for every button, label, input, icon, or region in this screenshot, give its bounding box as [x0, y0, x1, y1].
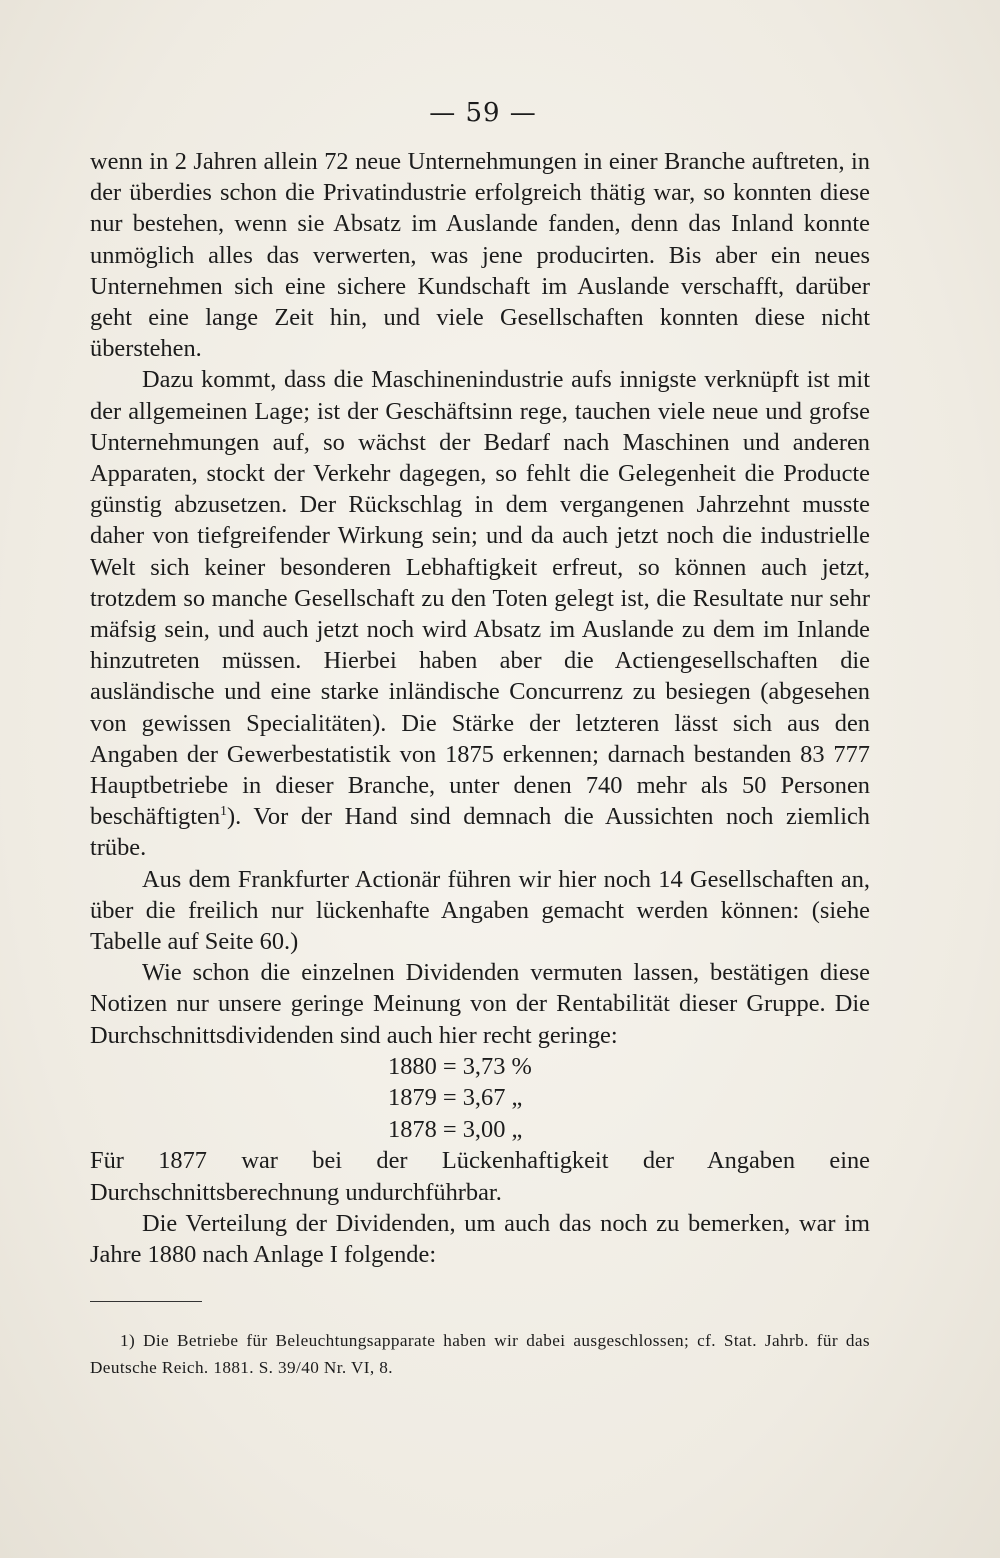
footnote-reference: 1: [220, 804, 228, 820]
paragraph-2: [90, 364, 870, 863]
paragraph-1: wenn in 2 Jahren allein 72 neue Unternehmungen in einer Branche auftreten, in der überdies schon die Privatindustrie erfolgreich thätig war, so konnten diese nur bestehen, wenn sie Absatz im Auslande fanden, denn das Inland konnte unmöglich alles das verwerten, was jene producirten. Bis aber ein neues Unternehmen sich eine sichere Kundschaft im Auslande verschafft, darüber geht eine lange Zeit hin, und viele Gesellschaften konnten diese nicht überstehen.: [90, 148, 870, 363]
main-text: [90, 146, 870, 1270]
page-number: — 59 —: [429, 98, 537, 128]
footnote-divider: [90, 1301, 202, 1302]
paragraph-5: Für 1877 war bei der Lückenhaftigkeit der Angaben eine Durchschnittsberechnung undurchführbar.: [90, 1147, 870, 1206]
formula-1880: 1880 = 3,73 %: [388, 1052, 532, 1080]
formula-1878: 1878 = 3,00 „: [388, 1115, 523, 1143]
paragraph-2-text: Dazu kommt, dass die Maschinenindustrie aufs innigste verknüpft ist mit der allgemeinen Lage; ist der Geschäftsinn rege, tauchen viele neue und grofse Unternehmungen auf, so wächst der Bedarf nach Maschinen und anderen Apparaten, stockt der Verkehr dagegen, so fehlt die Gelegenheit die Producte günstig abzusetzen. Der Rückschlag in dem vergangenen Jahrzehnt musste daher von tiefgreifender Wirkung sein; und da auch jetzt noch die industrielle Welt sich keiner besonderen Lebhaftigkeit erfreut, so können auch jetzt, trotzdem so manche Gesellschaft zu den Toten gelegt ist, die Resultate nur sehr mäfsig sein, und auch jetzt noch wird Absatz im Auslande zu dem im Inlande hinzutreten müssen. Hierbei haben aber die Actiengesellschaften die ausländische und eine starke inländische Concurrenz zu besiegen (abgesehen von gewissen Specialitäten). Die Stärke der letzteren lässt sich aus den Angaben der Gewerbestatistik von 1875 erkennen; darnach bestanden 83 777 Hauptbetriebe in dieser Branche, unter denen 740 mehr als 50 Personen beschäftigten: [90, 366, 870, 831]
paragraph-2-tail: ). Vor der Hand sind demnach die Aussichten noch ziemlich trübe.: [90, 803, 870, 862]
footnote-marker: 1): [120, 1331, 136, 1350]
paragraph-4: Wie schon die einzelnen Dividenden vermuten lassen, bestätigen diese Notizen nur unsere geringe Meinung von der Rentabilität dieser Gruppe. Die Durchschnittsdividenden sind auch hier recht geringe:: [90, 959, 870, 1049]
footnote: [90, 1327, 870, 1381]
paragraph-3: Aus dem Frankfurter Actionär führen wir hier noch 14 Gesellschaften an, über die freilich nur lückenhafte Angaben gemacht werden können: (siehe Tabelle auf Seite 60.): [90, 865, 870, 956]
footnote-text: Die Betriebe für Beleuchtungsapparate haben wir dabei ausgeschlossen; cf. Stat. Jahrb. für das Deutsche Reich. 1881. S. 39/40 Nr. VI, 8.: [90, 1331, 870, 1377]
formula-1879: 1879 = 3,67 „: [388, 1084, 523, 1112]
paragraph-6: Die Verteilung der Dividenden, um auch das noch zu bemerken, war im Jahre 1880 nach Anlage I folgende:: [90, 1209, 870, 1268]
footnote-body: [90, 1327, 870, 1381]
